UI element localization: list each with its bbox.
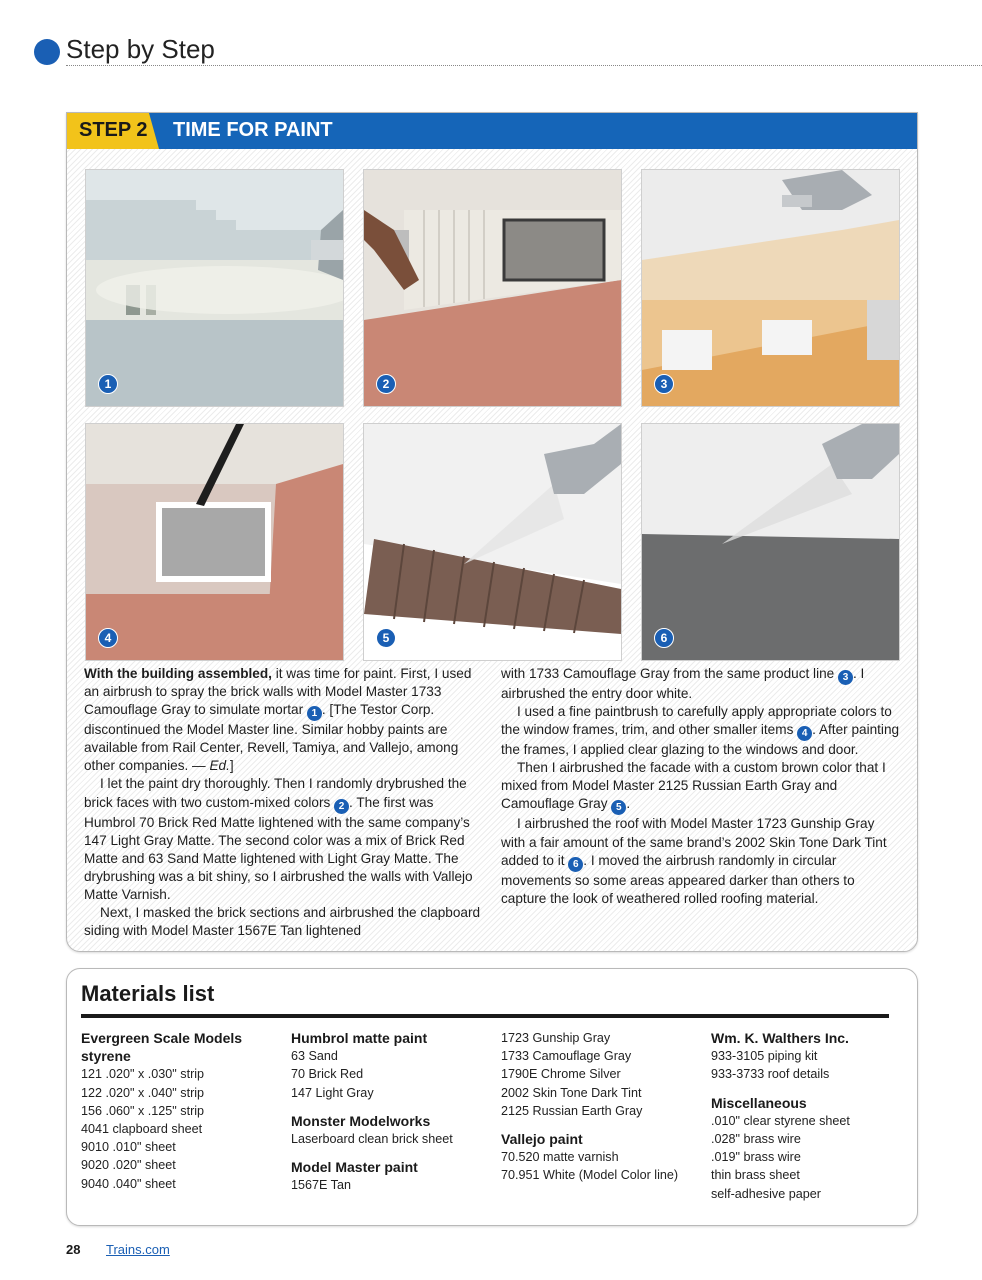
materials-heading: Monster Modelworks xyxy=(291,1112,431,1129)
materials-item: 4041 clapboard sheet xyxy=(81,1122,203,1137)
materials-item: thin brass sheet xyxy=(711,1168,800,1183)
text-run: I airbrushed the roof with Model Master 1723 Gunship Gray with a fair amount of the same brand’s 2002 Skin Tone Dark Tint added to it xyxy=(501,816,887,868)
materials-item: self-adhesive paper xyxy=(711,1186,821,1201)
materials-rule xyxy=(81,1014,889,1018)
step-panel xyxy=(66,112,918,952)
photo-badge: 6 xyxy=(654,628,674,648)
materials-item: 2125 Russian Earth Gray xyxy=(501,1103,643,1118)
paragraph xyxy=(84,775,484,904)
page-footer xyxy=(66,1242,170,1257)
materials-item: .010" clear styrene sheet xyxy=(711,1113,850,1128)
photo-3 xyxy=(641,169,900,407)
materials-item: .019" brass wire xyxy=(711,1150,801,1165)
photo-ref-badge: 5 xyxy=(611,800,626,815)
step-title: TIME FOR PAINT xyxy=(173,119,333,141)
materials-heading: Miscellaneous xyxy=(711,1094,807,1111)
photo-5 xyxy=(363,423,622,661)
section-title: Step by Step xyxy=(66,34,215,64)
photo-ref-badge: 4 xyxy=(797,726,812,741)
paragraph xyxy=(501,703,901,759)
photo-ref-badge: 2 xyxy=(334,799,349,814)
photo-badge: 2 xyxy=(376,374,396,394)
materials-item: Laserboard clean brick sheet xyxy=(291,1132,453,1147)
materials-heading: Model Master paint xyxy=(291,1159,418,1176)
materials-item: 156 .060" x .125" strip xyxy=(81,1103,205,1118)
text-run: . I moved the airbrush randomly in circular movements so some areas appeared darker than others to capture the look of weathered rolled roofing material. xyxy=(501,852,855,906)
materials-column-4 xyxy=(711,1029,901,1203)
materials-item: .028" brass wire xyxy=(711,1132,801,1147)
materials-title: Materials list xyxy=(81,981,215,1006)
materials-item: 63 Sand xyxy=(291,1049,338,1064)
materials-item: 933-3105 piping kit xyxy=(711,1049,818,1064)
materials-heading: Evergreen Scale Models styrene xyxy=(81,1030,243,1065)
photo-4 xyxy=(85,423,344,661)
photo-1 xyxy=(85,169,344,407)
materials-item: 1723 Gunship Gray xyxy=(501,1031,611,1045)
materials-box xyxy=(66,968,918,1226)
text-run: . The first was Humbrol 70 Brick Red Matte lightened with the same company’s 147 Light Gray Matte. The second color was a mix of Brick Red Matte and 63 Sand Matte lightened with Light Gray Matte. The drybrushing was a bit shiny, so I airbrushed the walls with Vallejo Matte Varnish. xyxy=(84,794,473,902)
materials-column-2 xyxy=(291,1029,491,1195)
photo-badge: 3 xyxy=(654,374,674,394)
text-run: ] xyxy=(229,758,234,774)
text-run: with 1733 Camouflage Gray from the same product line xyxy=(501,666,838,681)
materials-item: 70.520 matte varnish xyxy=(501,1150,619,1165)
site-link[interactable]: Trains.com xyxy=(106,1242,170,1257)
materials-heading: Humbrol matte paint xyxy=(291,1030,428,1046)
text-run: I used a fine paintbrush to carefully apply appropriate colors to the window frames, trim, and other smaller items xyxy=(501,704,892,738)
text-run: Next, I masked the brick sections and airbrushed the clapboard siding with Model Master 1567E Tan lightened xyxy=(84,905,481,939)
materials-item: 122 .020" x .040" strip xyxy=(81,1085,205,1100)
page-number: 28 xyxy=(66,1242,81,1257)
text-run: it was time for paint. First, I used an airbrush to spray the brick walls with Model Master 1733 Camouflage Gray to simulate mortar xyxy=(84,666,472,718)
photo-6 xyxy=(641,423,900,661)
materials-item: 9020 .020" sheet xyxy=(81,1158,176,1173)
materials-heading: Wm. K. Walthers Inc. xyxy=(711,1030,849,1046)
step-label: STEP 2 xyxy=(79,119,148,141)
photo-ref-badge: 3 xyxy=(838,670,853,685)
paragraph xyxy=(501,815,901,907)
paragraph xyxy=(84,665,484,775)
materials-heading: Vallejo paint xyxy=(501,1131,583,1148)
materials-item: 9040 .040" sheet xyxy=(81,1176,176,1191)
materials-item: 1567E Tan xyxy=(291,1178,351,1193)
materials-item: 1733 Camouflage Gray xyxy=(501,1049,632,1064)
text-run: Then I airbrushed the facade with a custom brown color that I mixed from Model Master 2125 Russian Earth Gray and Camouflage Gray xyxy=(501,760,886,812)
spacer xyxy=(711,1084,901,1094)
text-run: . [The Testor Corp. discontinued the Model Master line. Similar hobby paints are available from Rail Center, Revell, Tamiya, and Vallejo, among other companies. — xyxy=(84,702,459,774)
step-title-bar xyxy=(67,113,917,149)
materials-item: 70 Brick Red xyxy=(291,1067,364,1082)
paragraph xyxy=(501,665,901,703)
materials-item: 9010 .010" sheet xyxy=(81,1140,176,1155)
paragraph xyxy=(84,904,484,940)
text-run: . After painting the frames, I applied clear glazing to the windows and door. xyxy=(501,722,900,758)
section-header xyxy=(34,36,982,66)
materials-item: 933-3733 roof details xyxy=(711,1067,830,1082)
spacer xyxy=(291,1148,491,1158)
text-run: I let the paint dry thoroughly. Then I randomly drybrushed the brick faces with two custom-mixed colors xyxy=(84,776,467,810)
photo-badge: 1 xyxy=(98,374,118,394)
article-column-2 xyxy=(501,665,901,908)
materials-column-1 xyxy=(81,1029,271,1193)
bullet-dot-icon xyxy=(34,39,60,65)
spacer xyxy=(291,1102,491,1112)
photo-badge: 5 xyxy=(376,628,396,648)
photo-badge: 4 xyxy=(98,628,118,648)
paragraph xyxy=(501,759,901,815)
spacer xyxy=(501,1120,701,1130)
dotted-rule xyxy=(66,65,982,66)
photo-2 xyxy=(363,169,622,407)
materials-item: 1790E Chrome Silver xyxy=(501,1067,621,1082)
text-run: . I airbrushed the entry door white. xyxy=(501,666,865,701)
materials-item: 70.951 White (Model Color line) xyxy=(501,1168,679,1183)
article-column-1 xyxy=(84,665,484,940)
materials-column-3 xyxy=(501,1029,701,1185)
text-run: . xyxy=(626,796,631,812)
materials-item: 121 .020" x .030" strip xyxy=(81,1067,205,1082)
materials-item: 147 Light Gray xyxy=(291,1085,374,1100)
photo-ref-badge: 1 xyxy=(307,706,322,721)
photo-ref-badge: 6 xyxy=(568,857,583,872)
lead-in: With the building assembled, xyxy=(84,666,272,681)
materials-item: 2002 Skin Tone Dark Tint xyxy=(501,1085,642,1100)
editor-note: Ed. xyxy=(209,758,230,774)
